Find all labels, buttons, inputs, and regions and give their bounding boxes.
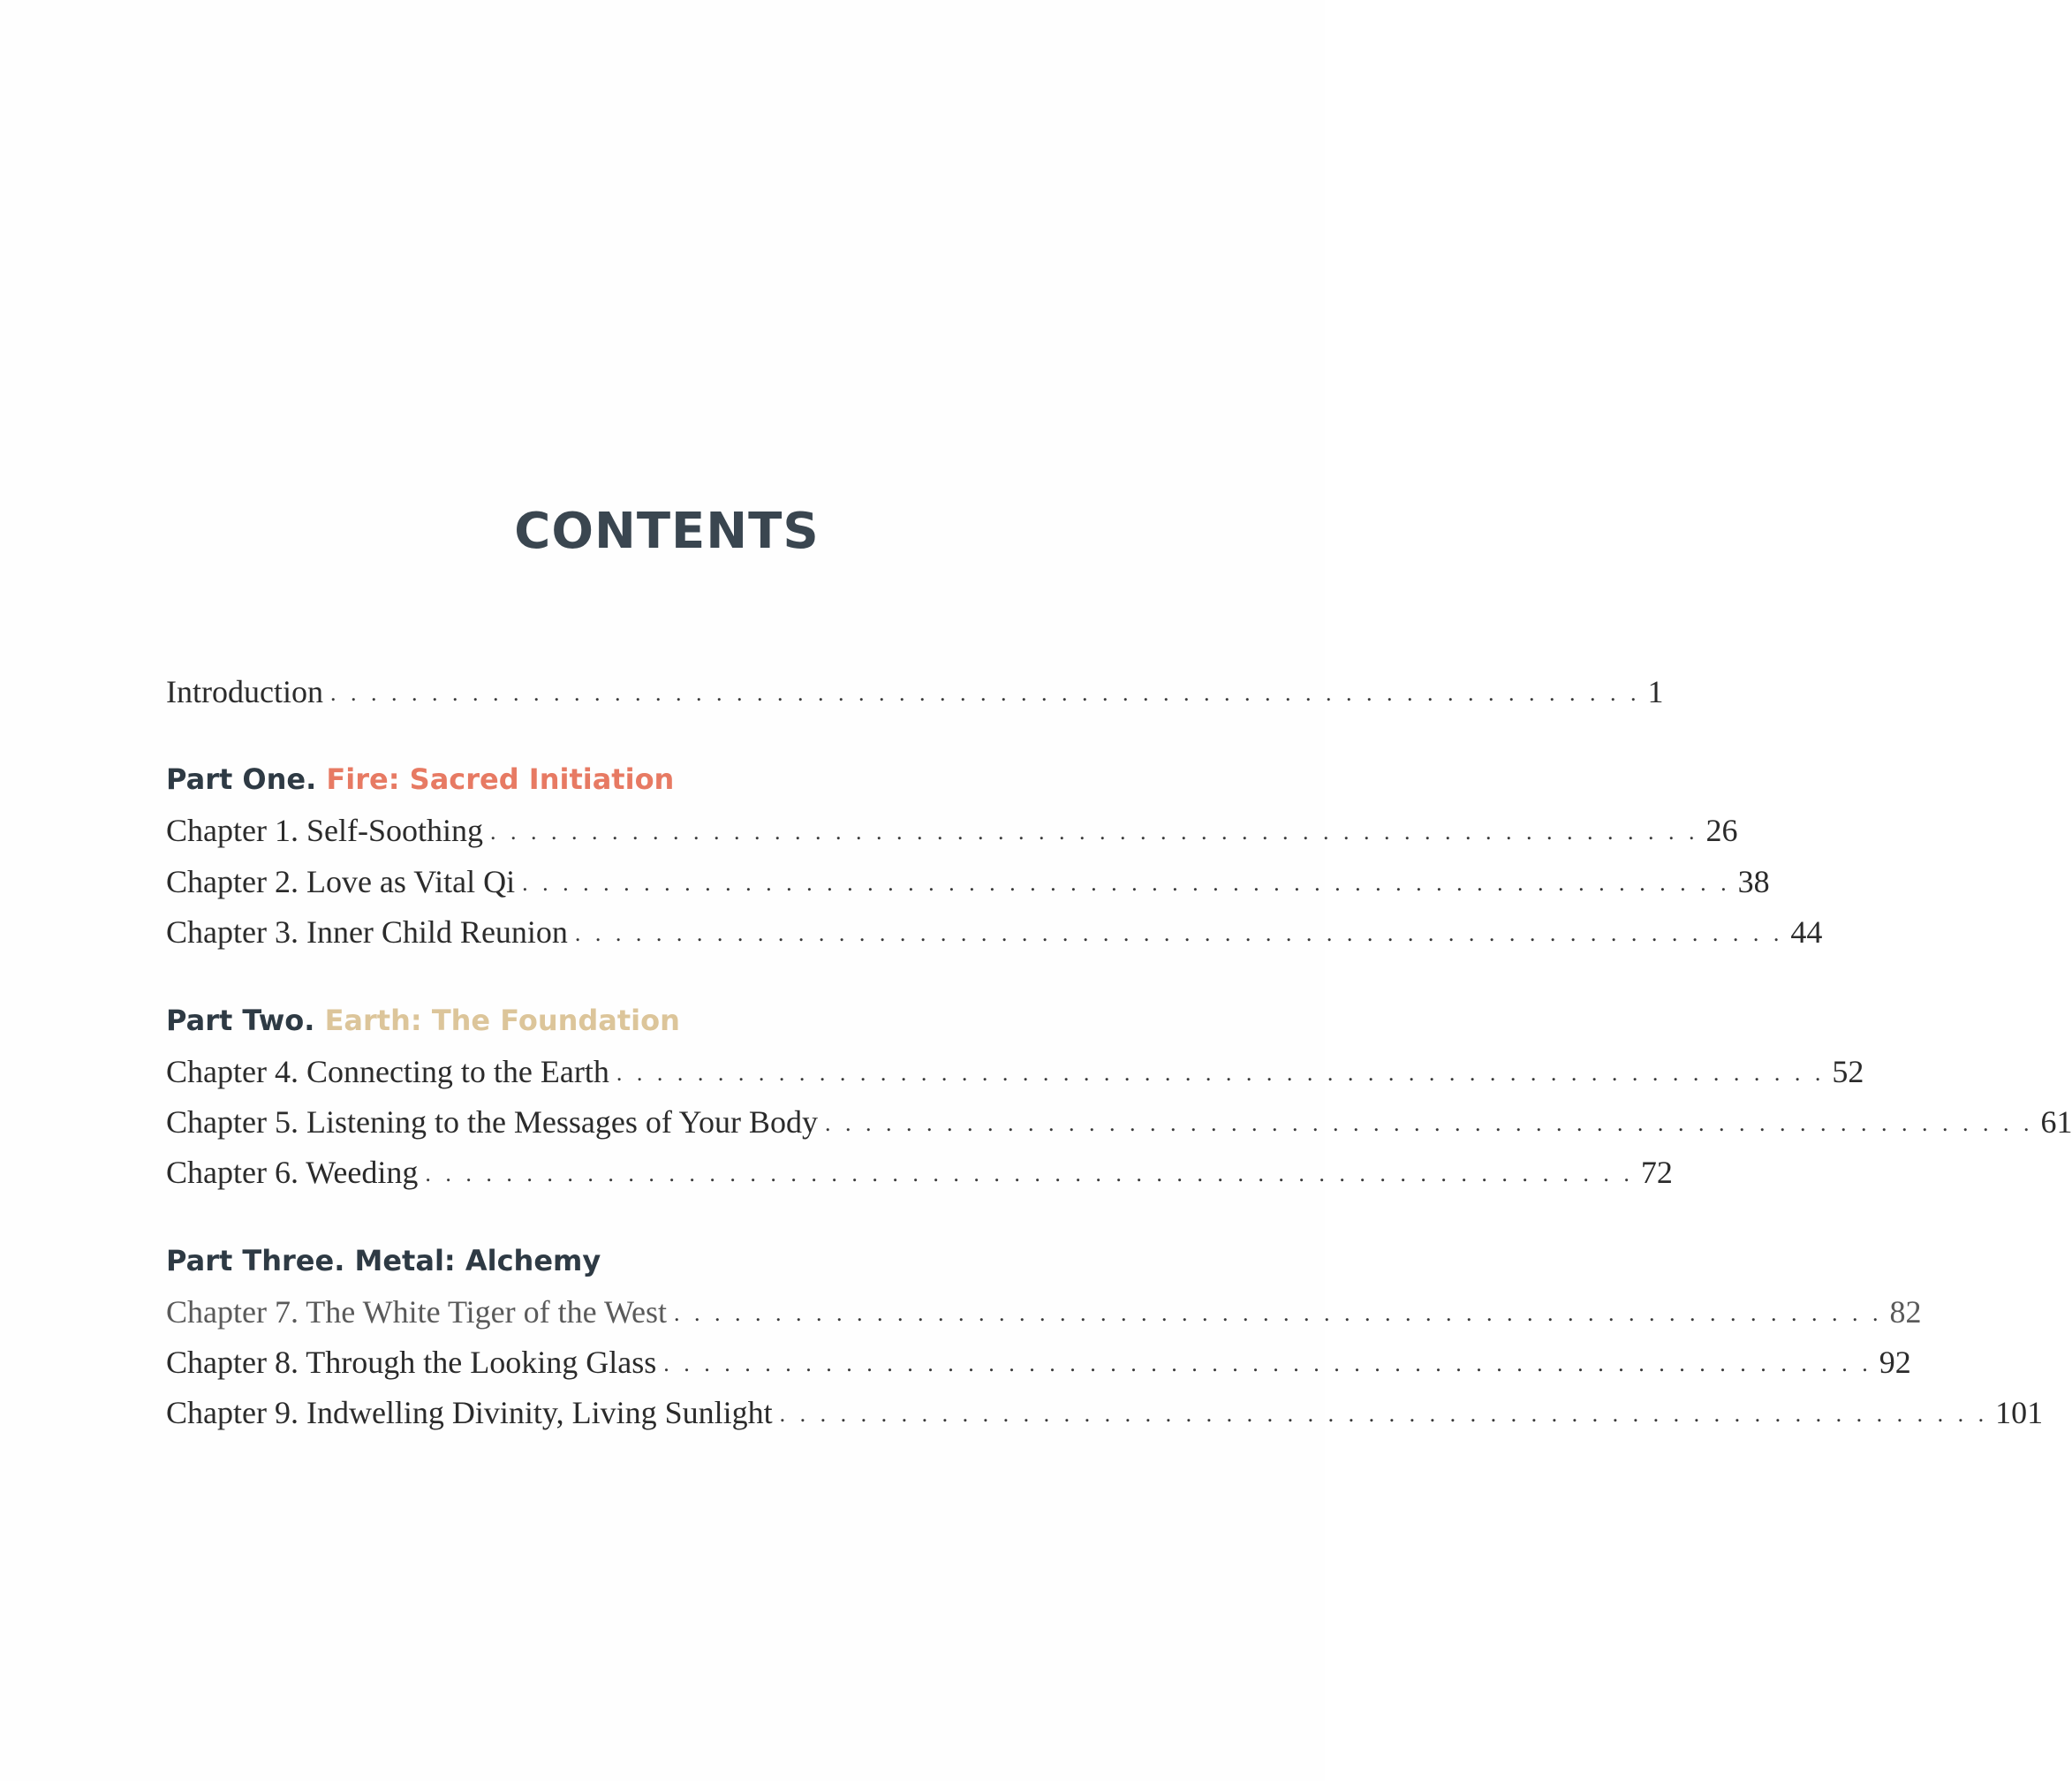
toc-entry-chapter[interactable] bbox=[166, 1050, 1864, 1094]
dot-leader: . . . . . . . . . . . . . . . . . . . . . . . . . . . . . . . . . . . . . . . . . . . . . . . . . . . . . . . . . . . . bbox=[616, 1060, 1826, 1086]
toc-entry-chapter[interactable] bbox=[166, 1290, 1922, 1334]
toc-entry-chapter[interactable] bbox=[166, 860, 1770, 904]
toc-entry-introduction[interactable] bbox=[166, 670, 1664, 714]
toc-entry-chapter[interactable] bbox=[166, 1391, 2044, 1435]
dot-leader: . . . . . . . . . . . . . . . . . . . . . . . . . . . . . . . . . . . . . . . . . . . . . . . . . . . . . . . . . . . . bbox=[779, 1401, 1989, 1427]
toc-entry-page-number: 52 bbox=[1832, 1054, 1864, 1089]
toc-entry-page-number: 61 bbox=[2040, 1104, 2072, 1140]
toc-entry-chapter[interactable] bbox=[166, 1340, 1911, 1384]
toc-entry-page-number: 38 bbox=[1737, 864, 1770, 899]
toc-entry-page-number: 1 bbox=[1647, 674, 1664, 709]
dot-leader: . . . . . . . . . . . . . . . . . . . . . . . . . . . . . . . . . . . . . . . . . . . . . . . . . . . . . . . . . . . . . . . . . bbox=[329, 680, 1641, 706]
toc-entry-label: Introduction bbox=[166, 674, 323, 709]
toc-entry-label: Chapter 2. Love as Vital Qi bbox=[166, 864, 516, 899]
toc-entry-label: Chapter 9. Indwelling Divinity, Living Sunlight bbox=[166, 1395, 773, 1430]
part-heading-three bbox=[166, 1239, 1129, 1283]
toc-entry-chapter[interactable] bbox=[166, 808, 1738, 853]
part-number: Part Three. bbox=[166, 1244, 345, 1277]
toc-entry-page-number: 101 bbox=[1995, 1395, 2044, 1430]
part-number: Part One. bbox=[166, 762, 317, 796]
toc-entry-chapter[interactable] bbox=[166, 910, 1823, 954]
part-heading-one bbox=[166, 757, 1129, 801]
dot-leader: . . . . . . . . . . . . . . . . . . . . . . . . . . . . . . . . . . . . . . . . . . . . . . . . . . . . . . . . . . . . bbox=[574, 921, 1784, 946]
dot-leader: . . . . . . . . . . . . . . . . . . . . . . . . . . . . . . . . . . . . . . . . . . . . . . . . . . . . . . . . . . . . bbox=[824, 1110, 2034, 1136]
toc-entry-page-number: 72 bbox=[1640, 1155, 1673, 1190]
dot-leader: . . . . . . . . . . . . . . . . . . . . . . . . . . . . . . . . . . . . . . . . . . . . . . . . . . . . . . . . . . . . bbox=[663, 1351, 1872, 1376]
toc-entry-label: Chapter 8. Through the Looking Glass bbox=[166, 1345, 657, 1380]
part-name: Metal: Alchemy bbox=[354, 1244, 601, 1277]
toc-entry-label: Chapter 4. Connecting to the Earth bbox=[166, 1054, 609, 1089]
toc-entry-chapter[interactable] bbox=[166, 1150, 1673, 1194]
toc-entry-page-number: 82 bbox=[1889, 1294, 1922, 1330]
toc-entry-page-number: 26 bbox=[1705, 813, 1738, 848]
toc-entry-label: Chapter 7. The White Tiger of the West bbox=[166, 1294, 668, 1330]
page-title: CONTENTS bbox=[514, 503, 820, 560]
part-heading-two bbox=[166, 998, 1129, 1042]
toc-entry-label: Chapter 1. Self-Soothing bbox=[166, 813, 483, 848]
dot-leader: . . . . . . . . . . . . . . . . . . . . . . . . . . . . . . . . . . . . . . . . . . . . . . . . . . . . . . . . . . . . bbox=[489, 819, 1699, 845]
dot-leader: . . . . . . . . . . . . . . . . . . . . . . . . . . . . . . . . . . . . . . . . . . . . . . . . . . . . . . . . . . . . bbox=[522, 870, 1731, 896]
toc-entry-chapter[interactable] bbox=[166, 1100, 2072, 1144]
dot-leader: . . . . . . . . . . . . . . . . . . . . . . . . . . . . . . . . . . . . . . . . . . . . . . . . . . . . . . . . . . . . bbox=[674, 1300, 1883, 1326]
part-name: Earth: The Foundation bbox=[324, 1004, 680, 1037]
toc-entry-label: Chapter 3. Inner Child Reunion bbox=[166, 914, 568, 950]
part-number: Part Two. bbox=[166, 1004, 315, 1037]
dot-leader: . . . . . . . . . . . . . . . . . . . . . . . . . . . . . . . . . . . . . . . . . . . . . . . . . . . . . . . . . . . . bbox=[425, 1161, 1634, 1186]
toc-entry-page-number: 44 bbox=[1790, 914, 1823, 950]
toc-entry-label: Chapter 5. Listening to the Messages of Your Body bbox=[166, 1104, 818, 1140]
toc-entry-page-number: 92 bbox=[1879, 1345, 1911, 1380]
part-name: Fire: Sacred Initiation bbox=[326, 762, 675, 796]
toc-entry-label: Chapter 6. Weeding bbox=[166, 1155, 419, 1190]
